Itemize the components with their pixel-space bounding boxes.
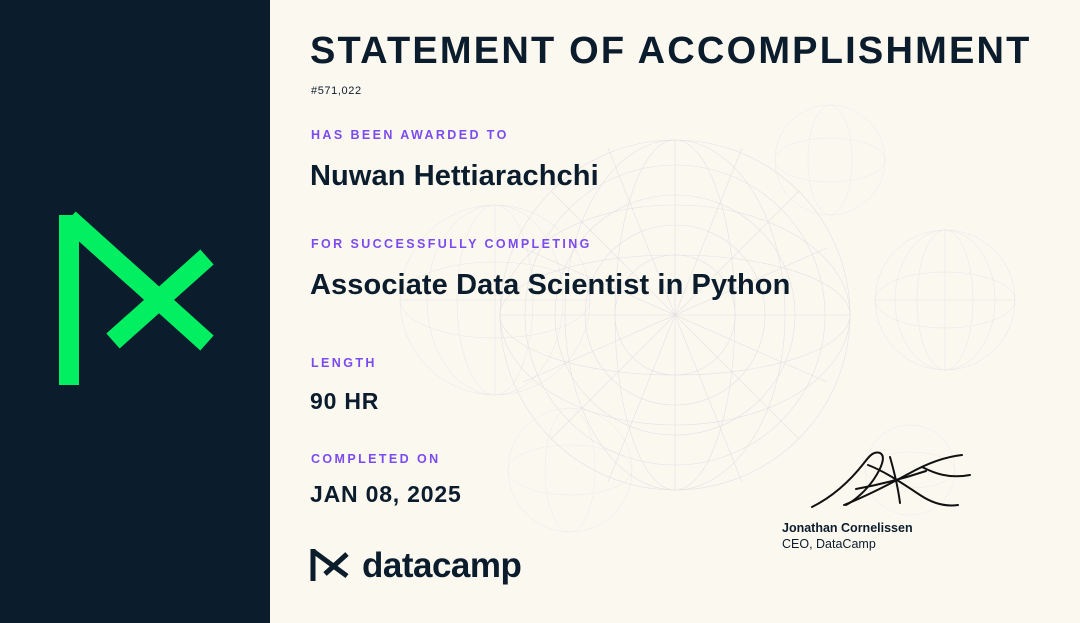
page-title: STATEMENT OF ACCOMPLISHMENT bbox=[310, 30, 1032, 72]
signature-name: Jonathan Cornelissen bbox=[782, 521, 913, 535]
completed-label: COMPLETED ON bbox=[311, 452, 441, 466]
datacamp-mark-icon-small bbox=[308, 543, 352, 587]
datacamp-logo bbox=[308, 543, 521, 587]
certificate-content bbox=[270, 0, 1080, 623]
course-label: FOR SUCCESSFULLY COMPLETING bbox=[311, 237, 592, 251]
recipient-name: Nuwan Hettiarachchi bbox=[310, 160, 599, 192]
certificate-body bbox=[270, 0, 1080, 623]
signature-block bbox=[782, 445, 1042, 552]
course-name: Associate Data Scientist in Python bbox=[310, 269, 791, 301]
datacamp-wordmark: datacamp bbox=[362, 545, 522, 585]
certificate-id: #571,022 bbox=[311, 85, 362, 97]
signature-role: CEO, DataCamp bbox=[782, 536, 876, 551]
length-value: 90 HR bbox=[310, 388, 380, 414]
datacamp-mark-icon bbox=[55, 205, 220, 395]
signature-icon bbox=[802, 445, 982, 515]
length-label: LENGTH bbox=[311, 356, 377, 370]
left-brand-panel bbox=[0, 0, 270, 623]
completed-value: JAN 08, 2025 bbox=[310, 481, 462, 507]
awarded-label: HAS BEEN AWARDED TO bbox=[311, 128, 509, 142]
